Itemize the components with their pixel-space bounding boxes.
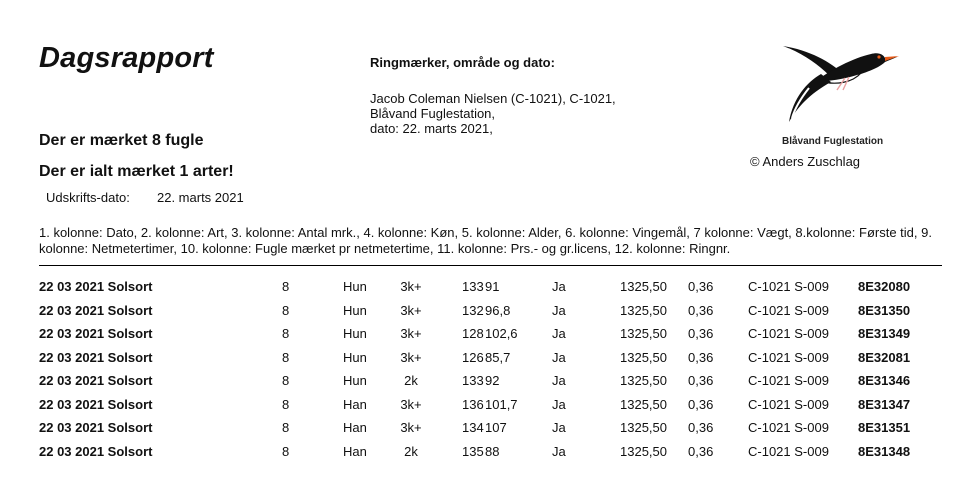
date-species-cell: 22 03 2021 Solsort <box>39 279 153 294</box>
rate-cell: 0,36 <box>688 326 714 341</box>
table-row <box>0 326 961 349</box>
ringer-heading: Ringmærker, område og dato: <box>370 55 555 70</box>
age-cell: 2k <box>404 373 418 388</box>
license-cell: C-1021 S-009 <box>748 373 829 388</box>
rate-cell: 0,36 <box>688 420 714 435</box>
date-species-cell: 22 03 2021 Solsort <box>39 396 153 412</box>
count-cell: 8 <box>282 420 290 435</box>
ring-number-cell: 8E31346 <box>858 373 911 388</box>
sex-cell: Han <box>343 443 367 459</box>
wing-cell: 133 <box>462 279 484 294</box>
first-time-cell: Ja <box>552 420 566 435</box>
wing-cell: 132 <box>462 302 484 318</box>
wing-cell: 133 <box>462 373 484 388</box>
net-hours-cell: 1325,50 <box>620 279 667 294</box>
copyright-text: © Anders Zuschlag <box>750 154 861 169</box>
count-cell: 8 <box>282 373 290 388</box>
weight-cell: 102,6 <box>485 326 518 341</box>
sex-cell: Hun <box>343 279 367 294</box>
table-row <box>0 397 961 420</box>
ring-number-cell: 8E32081 <box>858 349 911 365</box>
sex-cell: Hun <box>343 349 367 365</box>
first-time-cell: Ja <box>552 279 566 294</box>
wing-cell: 126 <box>462 349 484 365</box>
net-hours-cell: 1325,50 <box>620 326 667 341</box>
count-cell: 8 <box>282 396 290 412</box>
date-species-cell: 22 03 2021 Solsort <box>39 326 153 341</box>
age-cell: 2k <box>404 443 418 459</box>
print-date-label: Udskrifts-dato: <box>46 190 130 205</box>
sex-cell: Han <box>343 396 367 412</box>
logo-caption: Blåvand Fuglestation <box>782 136 884 147</box>
age-cell: 3k+ <box>400 279 422 294</box>
first-time-cell: Ja <box>552 443 566 459</box>
marked-species-count: Der er ialt mærket 1 arter! <box>39 163 234 180</box>
license-cell: C-1021 S-009 <box>748 349 829 365</box>
license-cell: C-1021 S-009 <box>748 396 829 412</box>
rate-cell: 0,36 <box>688 396 714 412</box>
weight-cell: 88 <box>485 443 500 459</box>
first-time-cell: Ja <box>552 302 566 318</box>
count-cell: 8 <box>282 279 290 294</box>
column-legend: 1. kolonne: Dato, 2. kolonne: Art, 3. kolonne: Antal mrk., 4. kolonne: Køn, 5. kolonne: Alder, 6. kolonne: Vingemål, 7 kolonne: Vægt, 8.kolonne: Første tid, 9. kolonne: Netmetertimer, 10. kolonne: Fugle mærket pr netmetertime, 11. kolonne: Prs.- og gr.licens, 12. kolonne: Ringnr. <box>39 225 932 256</box>
weight-cell: 91 <box>485 279 500 294</box>
marked-birds-count: Der er mærket 8 fugle <box>39 132 204 149</box>
ring-number-cell: 8E31347 <box>858 396 911 412</box>
count-cell: 8 <box>282 302 290 318</box>
net-hours-cell: 1325,50 <box>620 349 667 365</box>
net-hours-cell: 1325,50 <box>620 396 667 412</box>
sex-cell: Hun <box>343 373 367 388</box>
table-row <box>0 373 961 396</box>
age-cell: 3k+ <box>400 302 422 318</box>
count-cell: 8 <box>282 326 290 341</box>
age-cell: 3k+ <box>400 326 422 341</box>
license-cell: C-1021 S-009 <box>748 326 829 341</box>
net-hours-cell: 1325,50 <box>620 302 667 318</box>
page-title: Dagsrapport <box>39 42 214 74</box>
count-cell: 8 <box>282 443 290 459</box>
ringer-location: Blåvand Fuglestation, <box>370 106 496 121</box>
wing-cell: 128 <box>462 326 484 341</box>
wing-cell: 136 <box>462 396 484 412</box>
sex-cell: Hun <box>343 302 367 318</box>
license-cell: C-1021 S-009 <box>748 443 829 459</box>
net-hours-cell: 1325,50 <box>620 373 667 388</box>
ringer-name: Jacob Coleman Nielsen (C-1021), C-1021, <box>370 91 616 106</box>
first-time-cell: Ja <box>552 326 566 341</box>
table-row <box>0 279 961 302</box>
date-species-cell: 22 03 2021 Solsort <box>39 373 153 388</box>
weight-cell: 92 <box>485 373 500 388</box>
date-species-cell: 22 03 2021 Solsort <box>39 349 153 365</box>
net-hours-cell: 1325,50 <box>620 443 667 459</box>
ring-number-cell: 8E31349 <box>858 326 911 341</box>
ring-number-cell: 8E31351 <box>858 420 911 435</box>
sex-cell: Han <box>343 420 367 435</box>
print-date-value: 22. marts 2021 <box>157 190 244 205</box>
wing-cell: 135 <box>462 443 484 459</box>
divider-line <box>39 265 942 266</box>
rate-cell: 0,36 <box>688 443 714 459</box>
ringer-date: dato: 22. marts 2021, <box>370 121 493 136</box>
date-species-cell: 22 03 2021 Solsort <box>39 302 153 318</box>
rate-cell: 0,36 <box>688 279 714 294</box>
rate-cell: 0,36 <box>688 373 714 388</box>
ring-number-cell: 8E31350 <box>858 302 911 318</box>
date-species-cell: 22 03 2021 Solsort <box>39 420 153 435</box>
first-time-cell: Ja <box>552 349 566 365</box>
license-cell: C-1021 S-009 <box>748 279 829 294</box>
table-row <box>0 303 961 326</box>
table-row <box>0 444 961 467</box>
age-cell: 3k+ <box>400 349 422 365</box>
wing-cell: 134 <box>462 420 484 435</box>
age-cell: 3k+ <box>400 420 422 435</box>
age-cell: 3k+ <box>400 396 422 412</box>
weight-cell: 85,7 <box>485 349 511 365</box>
weight-cell: 96,8 <box>485 302 511 318</box>
ring-number-cell: 8E31348 <box>858 443 911 459</box>
net-hours-cell: 1325,50 <box>620 420 667 435</box>
rate-cell: 0,36 <box>688 302 714 318</box>
sex-cell: Hun <box>343 326 367 341</box>
weight-cell: 107 <box>485 420 507 435</box>
date-species-cell: 22 03 2021 Solsort <box>39 443 153 459</box>
rate-cell: 0,36 <box>688 349 714 365</box>
table-row <box>0 350 961 373</box>
license-cell: C-1021 S-009 <box>748 420 829 435</box>
ring-number-cell: 8E32080 <box>858 279 911 294</box>
count-cell: 8 <box>282 349 290 365</box>
license-cell: C-1021 S-009 <box>748 302 829 318</box>
weight-cell: 101,7 <box>485 396 518 412</box>
first-time-cell: Ja <box>552 396 566 412</box>
first-time-cell: Ja <box>552 373 566 388</box>
table-row <box>0 420 961 443</box>
